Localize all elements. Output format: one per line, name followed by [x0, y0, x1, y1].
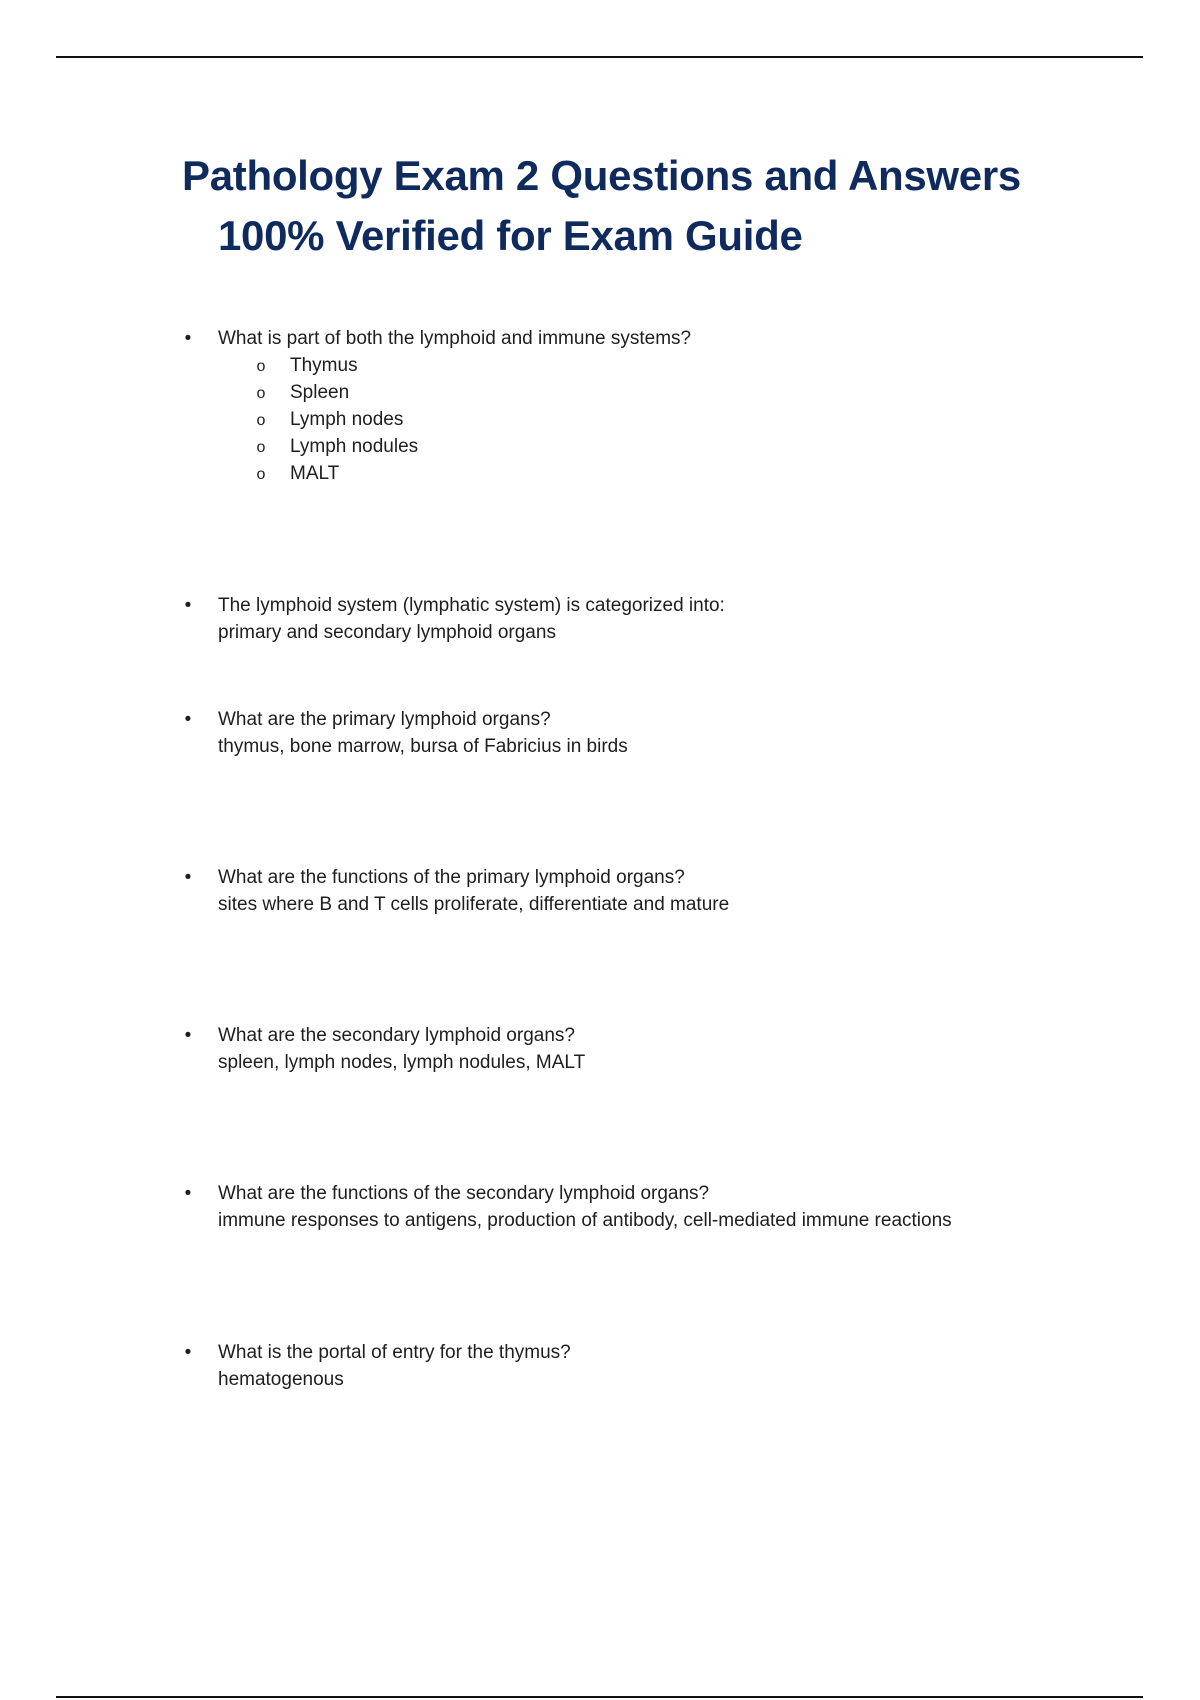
answer-text: spleen, lymph nodes, lymph nodules, MALT: [218, 1052, 586, 1073]
question-text: The lymphoid system (lymphatic system) is categorized into:: [218, 595, 725, 616]
qa-item: [182, 325, 1082, 487]
option-text: Thymus: [290, 355, 358, 376]
list-item: [182, 433, 1082, 460]
sub-bullet-icon: o: [256, 358, 266, 375]
document-title: [182, 146, 1082, 266]
title-line-1: Pathology Exam 2 Questions and Answers: [182, 152, 1021, 199]
option-text: Spleen: [290, 382, 350, 403]
bottom-rule: [56, 1696, 1143, 1698]
answer-text: sites where B and T cells proliferate, differentiate and mature: [218, 894, 730, 915]
list-item: [182, 379, 1082, 406]
question-text: What are the functions of the secondary lymphoid organs?: [218, 1183, 710, 1204]
list-item: [182, 406, 1082, 433]
question-text: What are the functions of the primary lymphoid organs?: [218, 867, 685, 888]
title-line-2: 100% Verified for Exam Guide: [218, 212, 803, 259]
bullet-icon: •: [184, 867, 192, 888]
sub-bullet-icon: o: [256, 466, 266, 483]
option-text: MALT: [290, 463, 340, 484]
question-text: What are the secondary lymphoid organs?: [218, 1025, 575, 1046]
answer-text: immune responses to antigens, production of antibody, cell-mediated immune reactions: [218, 1210, 952, 1231]
question-text: What are the primary lymphoid organs?: [218, 709, 551, 730]
answer-text: thymus, bone marrow, bursa of Fabricius in birds: [218, 736, 628, 757]
bullet-icon: •: [184, 595, 192, 616]
qa-item: [182, 706, 1082, 760]
list-item: [182, 352, 1082, 379]
sub-bullet-icon: o: [256, 439, 266, 456]
sub-bullet-icon: o: [256, 412, 266, 429]
option-list: [182, 352, 1082, 487]
qa-item: [182, 592, 1082, 646]
top-rule: [56, 56, 1143, 58]
option-text: Lymph nodules: [290, 436, 419, 457]
bullet-icon: •: [184, 328, 192, 349]
answer-text: primary and secondary lymphoid organs: [218, 622, 556, 643]
question-text: What is part of both the lymphoid and immune systems?: [218, 328, 692, 349]
option-text: Lymph nodes: [290, 409, 404, 430]
sub-bullet-icon: o: [256, 385, 266, 402]
qa-item: [182, 1339, 1082, 1393]
bullet-icon: •: [184, 1342, 192, 1363]
qa-item: [182, 864, 1082, 918]
bullet-icon: •: [184, 709, 192, 730]
question-text: What is the portal of entry for the thymus?: [218, 1342, 571, 1363]
qa-item: [182, 1180, 1082, 1234]
bullet-icon: •: [184, 1183, 192, 1204]
answer-text: hematogenous: [218, 1369, 344, 1390]
bullet-icon: •: [184, 1025, 192, 1046]
list-item: [182, 460, 1082, 487]
qa-item: [182, 1022, 1082, 1076]
